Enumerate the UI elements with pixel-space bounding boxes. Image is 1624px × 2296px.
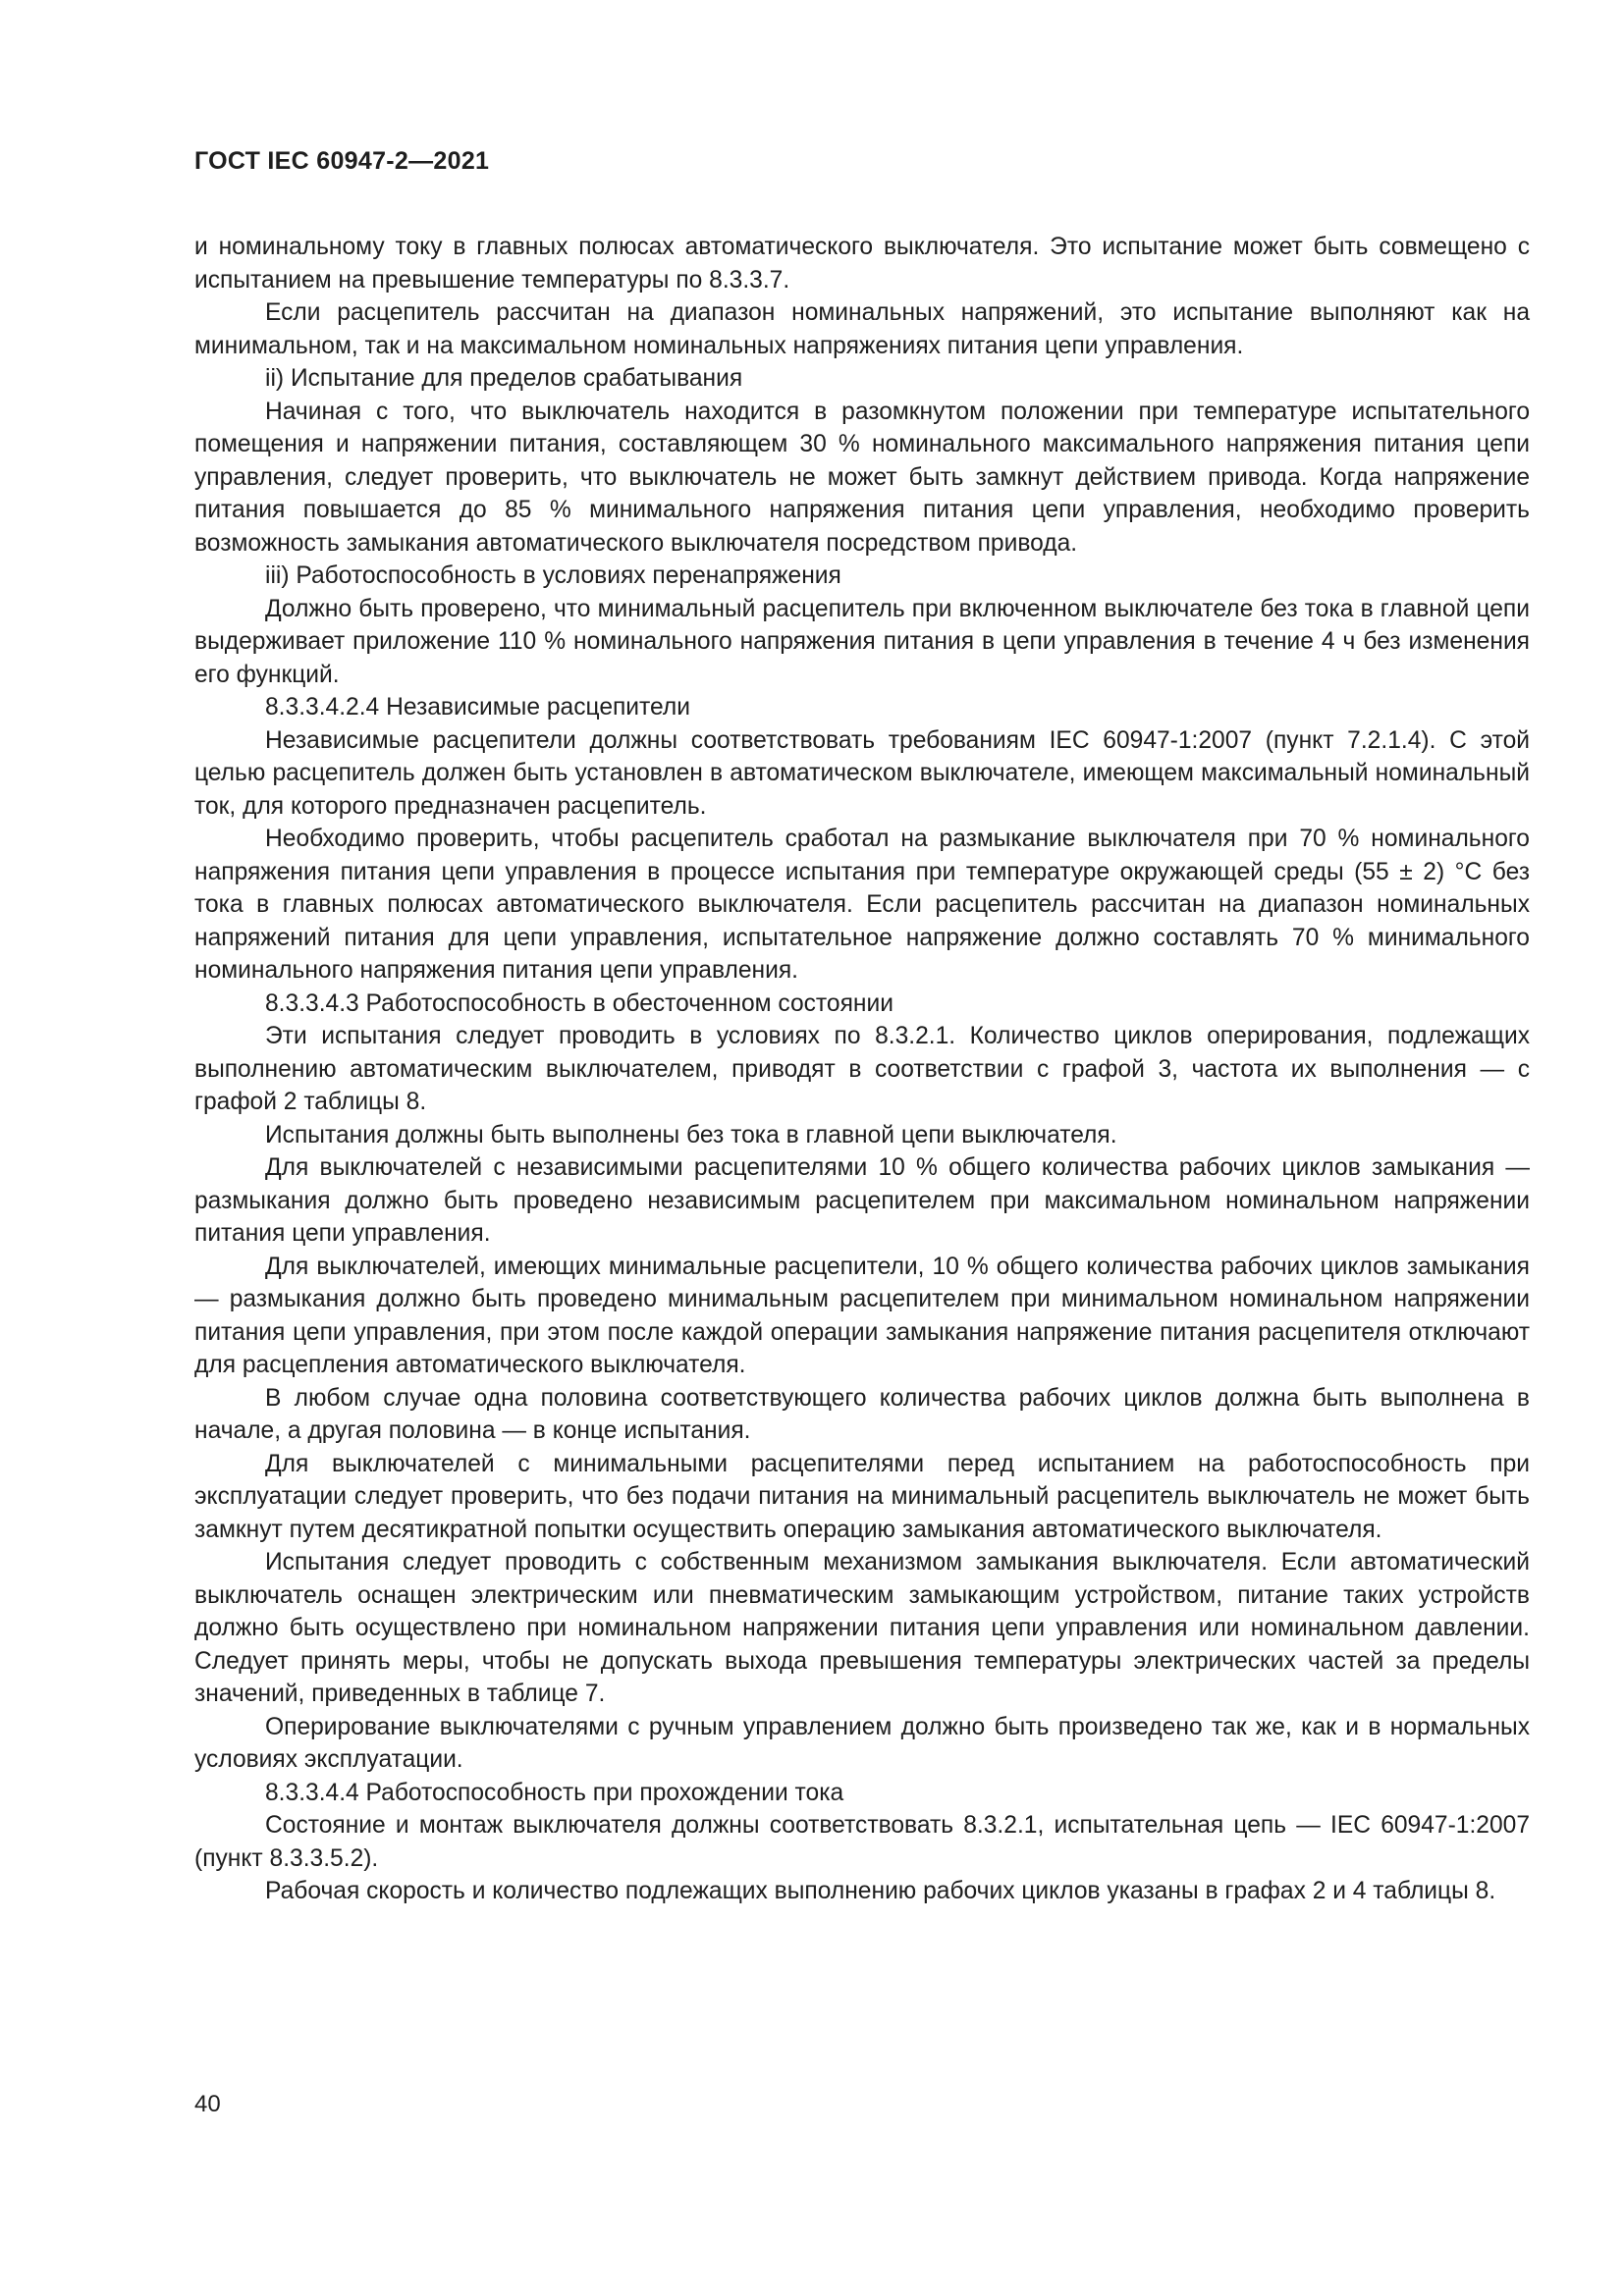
document-header: ГОСТ IEC 60947-2—2021 <box>194 147 490 175</box>
paragraph: Необходимо проверить, чтобы расцепитель сработал на размыкание выключателя при 70 % номинального напряжения питания цепи управления в процессе испытания при температуре окружающей среды (55 ± 2) °С без тока в главных полюсах автоматического выключателя. Если расцепитель рассчитан на диапазон номинальных напряжений питания для цепи управления, испытательное напряжение должно составлять 70 % минимального номинального напряжения питания цепи управления. <box>194 826 1530 984</box>
subsection-heading: ii) Испытание для пределов срабатывания <box>265 365 743 392</box>
paragraph: Состояние и монтаж выключателя должны соответствовать 8.3.2.1, испытательная цепь — IEC 60947-1:2007 (пункт 8.3.3.5.2). <box>194 1812 1530 1872</box>
paragraph: Если расцепитель рассчитан на диапазон номинальных напряжений, это испытание выполняют как на минимальном, так и на максимальном номинальных напряжениях питания цепи управления. <box>194 299 1530 359</box>
section-heading: 8.3.3.4.2.4 Независимые расцепители <box>265 694 690 721</box>
paragraph: Для выключателей с минимальными расцепителями перед испытанием на работоспособность при эксплуатации следует проверить, что без подачи питания на минимальный расцепитель выключатель не может быть замкнут путем десятикратной попытки осуществить операцию замыкания автоматического выключателя. <box>194 1450 1530 1543</box>
subsection-heading: iii) Работоспособность в условиях перенапряжения <box>265 562 841 589</box>
document-page <box>194 147 1530 1908</box>
paragraph: Должно быть проверено, что минимальный расцепитель при включенном выключателе без тока в главной цепи выдерживает приложение 110 % номинального напряжения питания в цепи управления в течение 4 ч без изменения его функций. <box>194 595 1530 688</box>
section-heading: 8.3.3.4.3 Работоспособность в обесточенном состоянии <box>265 989 893 1017</box>
document-body <box>194 231 1530 1908</box>
section-heading: 8.3.3.4.4 Работоспособность при прохождении тока <box>265 1779 844 1806</box>
paragraph: Оперирование выключателями с ручным управлением должно быть произведено так же, как и в нормальных условиях эксплуатации. <box>194 1713 1530 1773</box>
paragraph: Рабочая скорость и количество подлежащих выполнению рабочих циклов указаны в графах 2 и 4 таблицы 8. <box>265 1878 1496 1904</box>
paragraph: Испытания должны быть выполнены без тока в главной цепи выключателя. <box>265 1121 1117 1148</box>
paragraph: Для выключателей, имеющих минимальные расцепители, 10 % общего количества рабочих циклов замыкания — размыкания должно быть проведено минимальным расцепителем при минимальном номинальном напряжении питания цепи управления, при этом после каждой операции замыкания напряжение питания расцепителя отключают для расцепления автоматического выключателя. <box>194 1253 1530 1378</box>
paragraph: Независимые расцепители должны соответствовать требованиям IEC 60947-1:2007 (пункт 7.2.1.4). С этой целью расцепитель должен быть установлен в автоматическом выключателе, имеющем максимальный номинальный ток, для которого предназначен расцепитель. <box>194 726 1530 820</box>
paragraph: Эти испытания следует проводить в условиях по 8.3.2.1. Количество циклов оперирования, подлежащих выполнению автоматическим выключателем, приводят в соответствии с графой 3, частота их выполнения — с графой 2 таблицы 8. <box>194 1023 1530 1115</box>
paragraph: В любом случае одна половина соответствующего количества рабочих циклов должна быть выполнена в начале, а другая половина — в конце испытания. <box>194 1384 1530 1444</box>
paragraph: Для выключателей с независимыми расцепителями 10 % общего количества рабочих циклов замыкания — размыкания должно быть проведено независимым расцепителем при максимальном номинальном напряжении питания цепи управления. <box>194 1154 1530 1247</box>
paragraph: и номинальному току в главных полюсах автоматического выключателя. Это испытание может быть совмещено с испытанием на превышение температуры по 8.3.3.7. <box>194 234 1530 294</box>
paragraph: Испытания следует проводить с собственным механизмом замыкания выключателя. Если автоматический выключатель оснащен электрическим или пневматическим замыкающим устройством, питание таких устройств должно быть осуществлено при номинальном напряжении питания цепи управления или номинальном давлении. Следует принять меры, чтобы не допускать выхода превышения температуры электрических частей за пределы значений, приведенных в таблице 7. <box>194 1549 1530 1707</box>
paragraph: Начиная с того, что выключатель находится в разомкнутом положении при температуре испытательного помещения и напряжении питания, составляющем 30 % номинального максимального напряжения питания цепи управления, следует проверить, что выключатель не может быть замкнут действием привода. Когда напряжение питания повышается до 85 % минимального напряжения питания цепи управления, необходимо проверить возможность замыкания автоматического выключателя посредством привода. <box>194 398 1530 557</box>
page-number: 40 <box>194 2091 221 2117</box>
